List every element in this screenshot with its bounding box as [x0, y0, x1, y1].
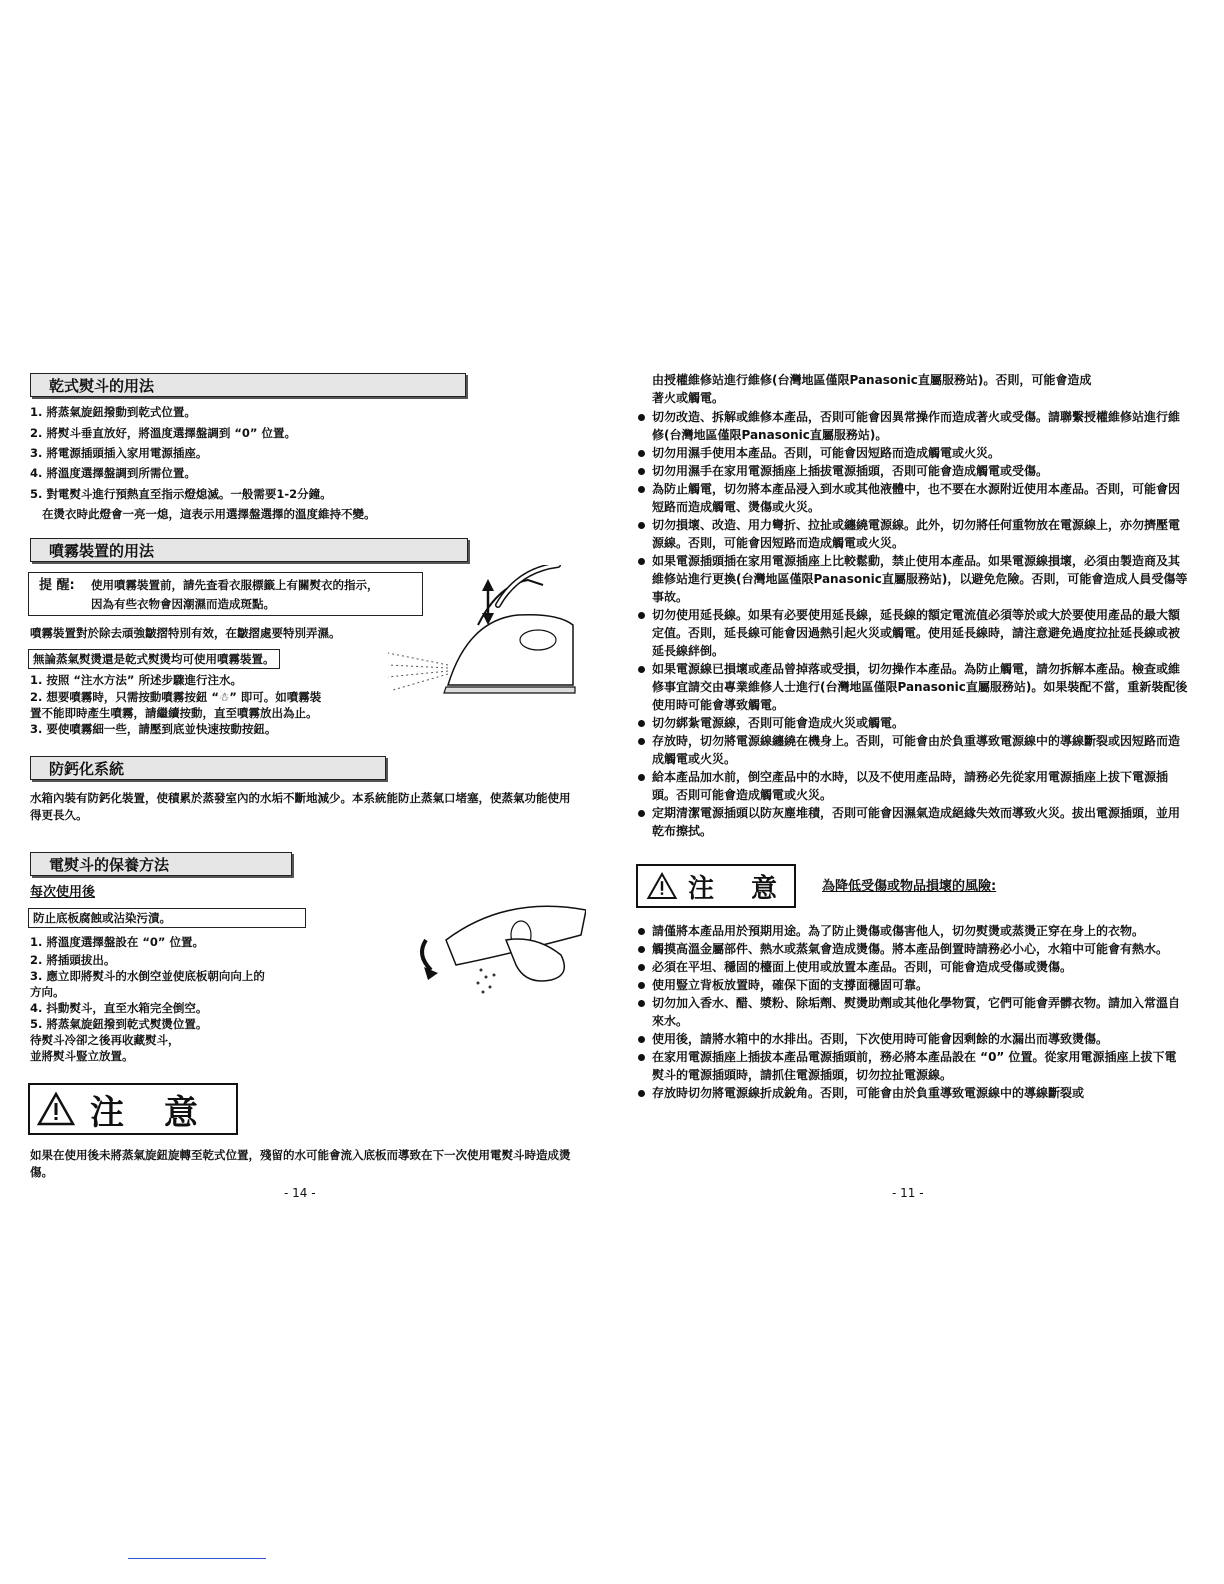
warning-bullet-list — [638, 408, 1188, 840]
dry-note: 在燙衣時此燈會一亮一熄，這表示用選擇盤選擇的溫度維持不變。 — [42, 507, 376, 521]
spray-intro: 噴霧裝置對於除去頑強皺摺特別有效，在皺摺處要特別弄濕。 — [30, 626, 341, 640]
spray-step-3: 3. 要使噴霧細一些，請壓到底並快速按動按鈕。 — [30, 722, 277, 736]
dry-step-2: 2. 將熨斗垂直放好，將溫度選擇盤調到 “0” 位置。 — [30, 426, 296, 440]
warning-bullet: 切勿損壞、改造、用力彎折、拉扯或纏繞電源線。此外，切勿將任何重物放在電源線上，亦勿擠壓電源線。否則，可能會因短路而造成觸電或火災。 — [638, 516, 1188, 552]
reminder-label: 提 醒: — [39, 578, 75, 593]
caution-bullet: 存放時切勿將電源線折成銳角。否則，可能會由於負重導致電源線中的導線斷裂或 — [638, 1084, 1188, 1102]
caution-bullet: 請僅將本產品用於預期用途。為了防止燙傷或傷害他人，切勿熨燙或蒸燙正穿在身上的衣物。 — [638, 922, 1188, 940]
warning-bullet: 給本產品加水前，倒空產品中的水時，以及不使用產品時，請務必先從家用電源插座上拔下電源插頭。否則可能會造成觸電或火災。 — [638, 768, 1188, 804]
dry-iron-heading: 乾式熨斗的用法 — [30, 373, 466, 397]
caution-box-left — [28, 1083, 238, 1135]
warning-bullet: 切勿綁紮電源線，否則可能會造成火災或觸電。 — [638, 714, 1188, 732]
spray-step-2: 2. 想要噴霧時，只需按動噴霧按鈕 “☃” 即可。如噴霧裝 — [30, 690, 322, 704]
iron-shake-illustration — [386, 895, 586, 1000]
caution-bullet: 使用後，請將水箱中的水排出。否則，下次使用時可能會因剩餘的水漏出而導致燙傷。 — [638, 1030, 1188, 1048]
warning-bullet: 切勿用濕手使用本產品。否則，可能會因短路而造成觸電或火災。 — [638, 444, 1188, 462]
warning-bullet: 為防止觸電，切勿將本產品浸入到水或其他液體中，也不要在水源附近使用本產品。否則，可能會因短路而造成觸電、燙傷或火災。 — [638, 480, 1188, 516]
dry-step-3: 3. 將電源插頭插入家用電源插座。 — [30, 446, 208, 460]
page-number-right: - 11 - — [892, 1186, 924, 1200]
warning-bullet: 切勿使用延長線。如果有必要使用延長線，延長線的額定電流值必須等於或大於要使用產品的最大額定值。否則，延長線可能會因過熱引起火災或觸電。使用延長線時，請注意避免過度拉扯延長線或被延長線絆倒。 — [638, 606, 1188, 660]
caution-text-left: 如果在使用後未將蒸氣旋鈕旋轉至乾式位置，殘留的水可能會流入底板而導致在下一次使用電熨斗時造成燙傷。 — [30, 1148, 571, 1179]
care-step-3: 3. 應立即將熨斗的水倒空並使底板朝向向上的 — [30, 969, 265, 983]
warning-bullet: 如果電源線已損壞或產品曾掉落或受損，切勿操作本產品。為防止觸電，請勿拆解本產品。檢查或維修事宜請交由專業維修人士進行(台灣地區僅限Panasonic直屬服務站)。如果裝配不當，重新裝配後使用時可能會導致觸電。 — [638, 660, 1188, 714]
page-number-left: - 14 - — [284, 1186, 316, 1200]
caution-bullet: 使用豎立背板放置時，確保下面的支撐面穩固可靠。 — [638, 976, 1188, 994]
anticalc-text: 水箱內裝有防鈣化裝置，使積累於蒸發室內的水垢不斷地減少。本系統能防止蒸氣口堵塞，使蒸氣功能使用得更長久。 — [30, 791, 571, 822]
continued-line-2: 著火或觸電。 — [652, 391, 725, 405]
care-step-5: 5. 將蒸氣旋鈕撥到乾式熨燙位置。 — [30, 1017, 208, 1031]
reminder-line-1: 使用噴霧裝置前，請先查看衣服標籤上有關熨衣的指示， — [91, 578, 379, 592]
caution-bullet: 切勿加入香水、醋、漿粉、除垢劑、熨燙助劑或其他化學物質，它們可能會弄髒衣物。請加入常溫自來水。 — [638, 994, 1188, 1030]
spray-step-2-cont: 置不能即時產生噴霧，請繼續按動，直至噴霧放出為止。 — [30, 706, 318, 720]
anticalc-heading: 防鈣化系統 — [30, 756, 386, 780]
iron-spray-illustration — [368, 565, 583, 725]
care-step-3-cont: 方向。 — [30, 985, 65, 999]
care-step-5-cont1: 待熨斗冷卻之後再收藏熨斗， — [30, 1033, 180, 1047]
caution-bullet: 觸摸高溫金屬部件、熱水或蒸氣會造成燙傷。將本產品倒置時請務必小心，水箱中可能會有熱水。 — [638, 940, 1188, 958]
care-step-1: 1. 將溫度選擇盤設在 “0” 位置。 — [30, 935, 204, 949]
spray-step-1: 1. 按照 “注水方法” 所述步驟進行注水。 — [30, 673, 242, 687]
dry-step-1: 1. 將蒸氣旋鈕撥動到乾式位置。 — [30, 405, 196, 419]
dry-step-5: 5. 對電熨斗進行預熱直至指示燈熄滅。一般需要1-2分鐘。 — [30, 487, 332, 501]
reminder-line-2: 因為有些衣物會因潮濕而造成斑點。 — [91, 597, 275, 611]
warning-bullet: 如果電源插頭插在家用電源插座上比較鬆動，禁止使用本產品。如果電源線損壞，必須由製造商及其維修站進行更換(台灣地區僅限Panasonic直屬服務站)，以避免危險。否則，可能會造成人員受傷等事故。 — [638, 552, 1188, 606]
caution-bullet: 必須在平坦、穩固的檯面上使用或放置本產品。否則，可能會造成受傷或燙傷。 — [638, 958, 1188, 976]
warning-bullet: 切勿用濕手在家用電源插座上插拔電源插頭，否則可能會造成觸電或受傷。 — [638, 462, 1188, 480]
care-subheading: 每次使用後 — [30, 885, 96, 900]
caution-risk-heading: 為降低受傷或物品損壞的風險: — [822, 879, 997, 894]
caution-bullet: 在家用電源插座上插拔本產品電源插頭前，務必將本產品設在 “0” 位置。從家用電源插座上拔下電熨斗的電源插頭時，請抓住電源插頭，切勿拉扯電源線。 — [638, 1048, 1188, 1084]
warning-bullet: 切勿改造、拆解或維修本產品，否則可能會因異常操作而造成著火或受傷。請聯繫授權維修站進行維修(台灣地區僅限Panasonic直屬服務站)。 — [638, 408, 1188, 444]
care-step-2: 2. 將插頭拔出。 — [30, 953, 116, 967]
spray-reminder-box — [28, 572, 423, 616]
care-step-5-cont2: 並將熨斗豎立放置。 — [30, 1049, 134, 1063]
footer-rule — [128, 1558, 266, 1559]
caution-box-right — [636, 864, 796, 908]
spray-heading: 噴霧裝置的用法 — [30, 538, 468, 562]
caution-word: 注 意 — [90, 1092, 212, 1133]
continued-line-1: 由授權維修站進行維修(台灣地區僅限Panasonic直屬服務站)。否則，可能會造成 — [652, 373, 1092, 387]
dry-step-4: 4. 將溫度選擇盤調到所需位置。 — [30, 466, 196, 480]
spray-boxed-note: 無論蒸氣熨燙還是乾式熨燙均可使用噴霧裝置。 — [28, 649, 280, 669]
warning-triangle-icon — [646, 871, 678, 901]
warning-triangle-icon — [36, 1091, 76, 1127]
caution-bullet-list — [638, 922, 1188, 1102]
care-heading: 電熨斗的保養方法 — [30, 852, 292, 876]
warning-bullet: 定期清潔電源插頭以防灰塵堆積，否則可能會因濕氣造成絕緣失效而導致火災。拔出電源插頭，並用乾布擦拭。 — [638, 804, 1188, 840]
care-step-4: 4. 抖動熨斗，直至水箱完全倒空。 — [30, 1001, 208, 1015]
care-boxed-note: 防止底板腐蝕或沾染污漬。 — [28, 908, 306, 928]
caution-word: 注 意 — [688, 873, 792, 904]
warning-bullet: 存放時，切勿將電源線纏繞在機身上。否則，可能會由於負重導致電源線中的導線斷裂或因短路而造成觸電或火災。 — [638, 732, 1188, 768]
